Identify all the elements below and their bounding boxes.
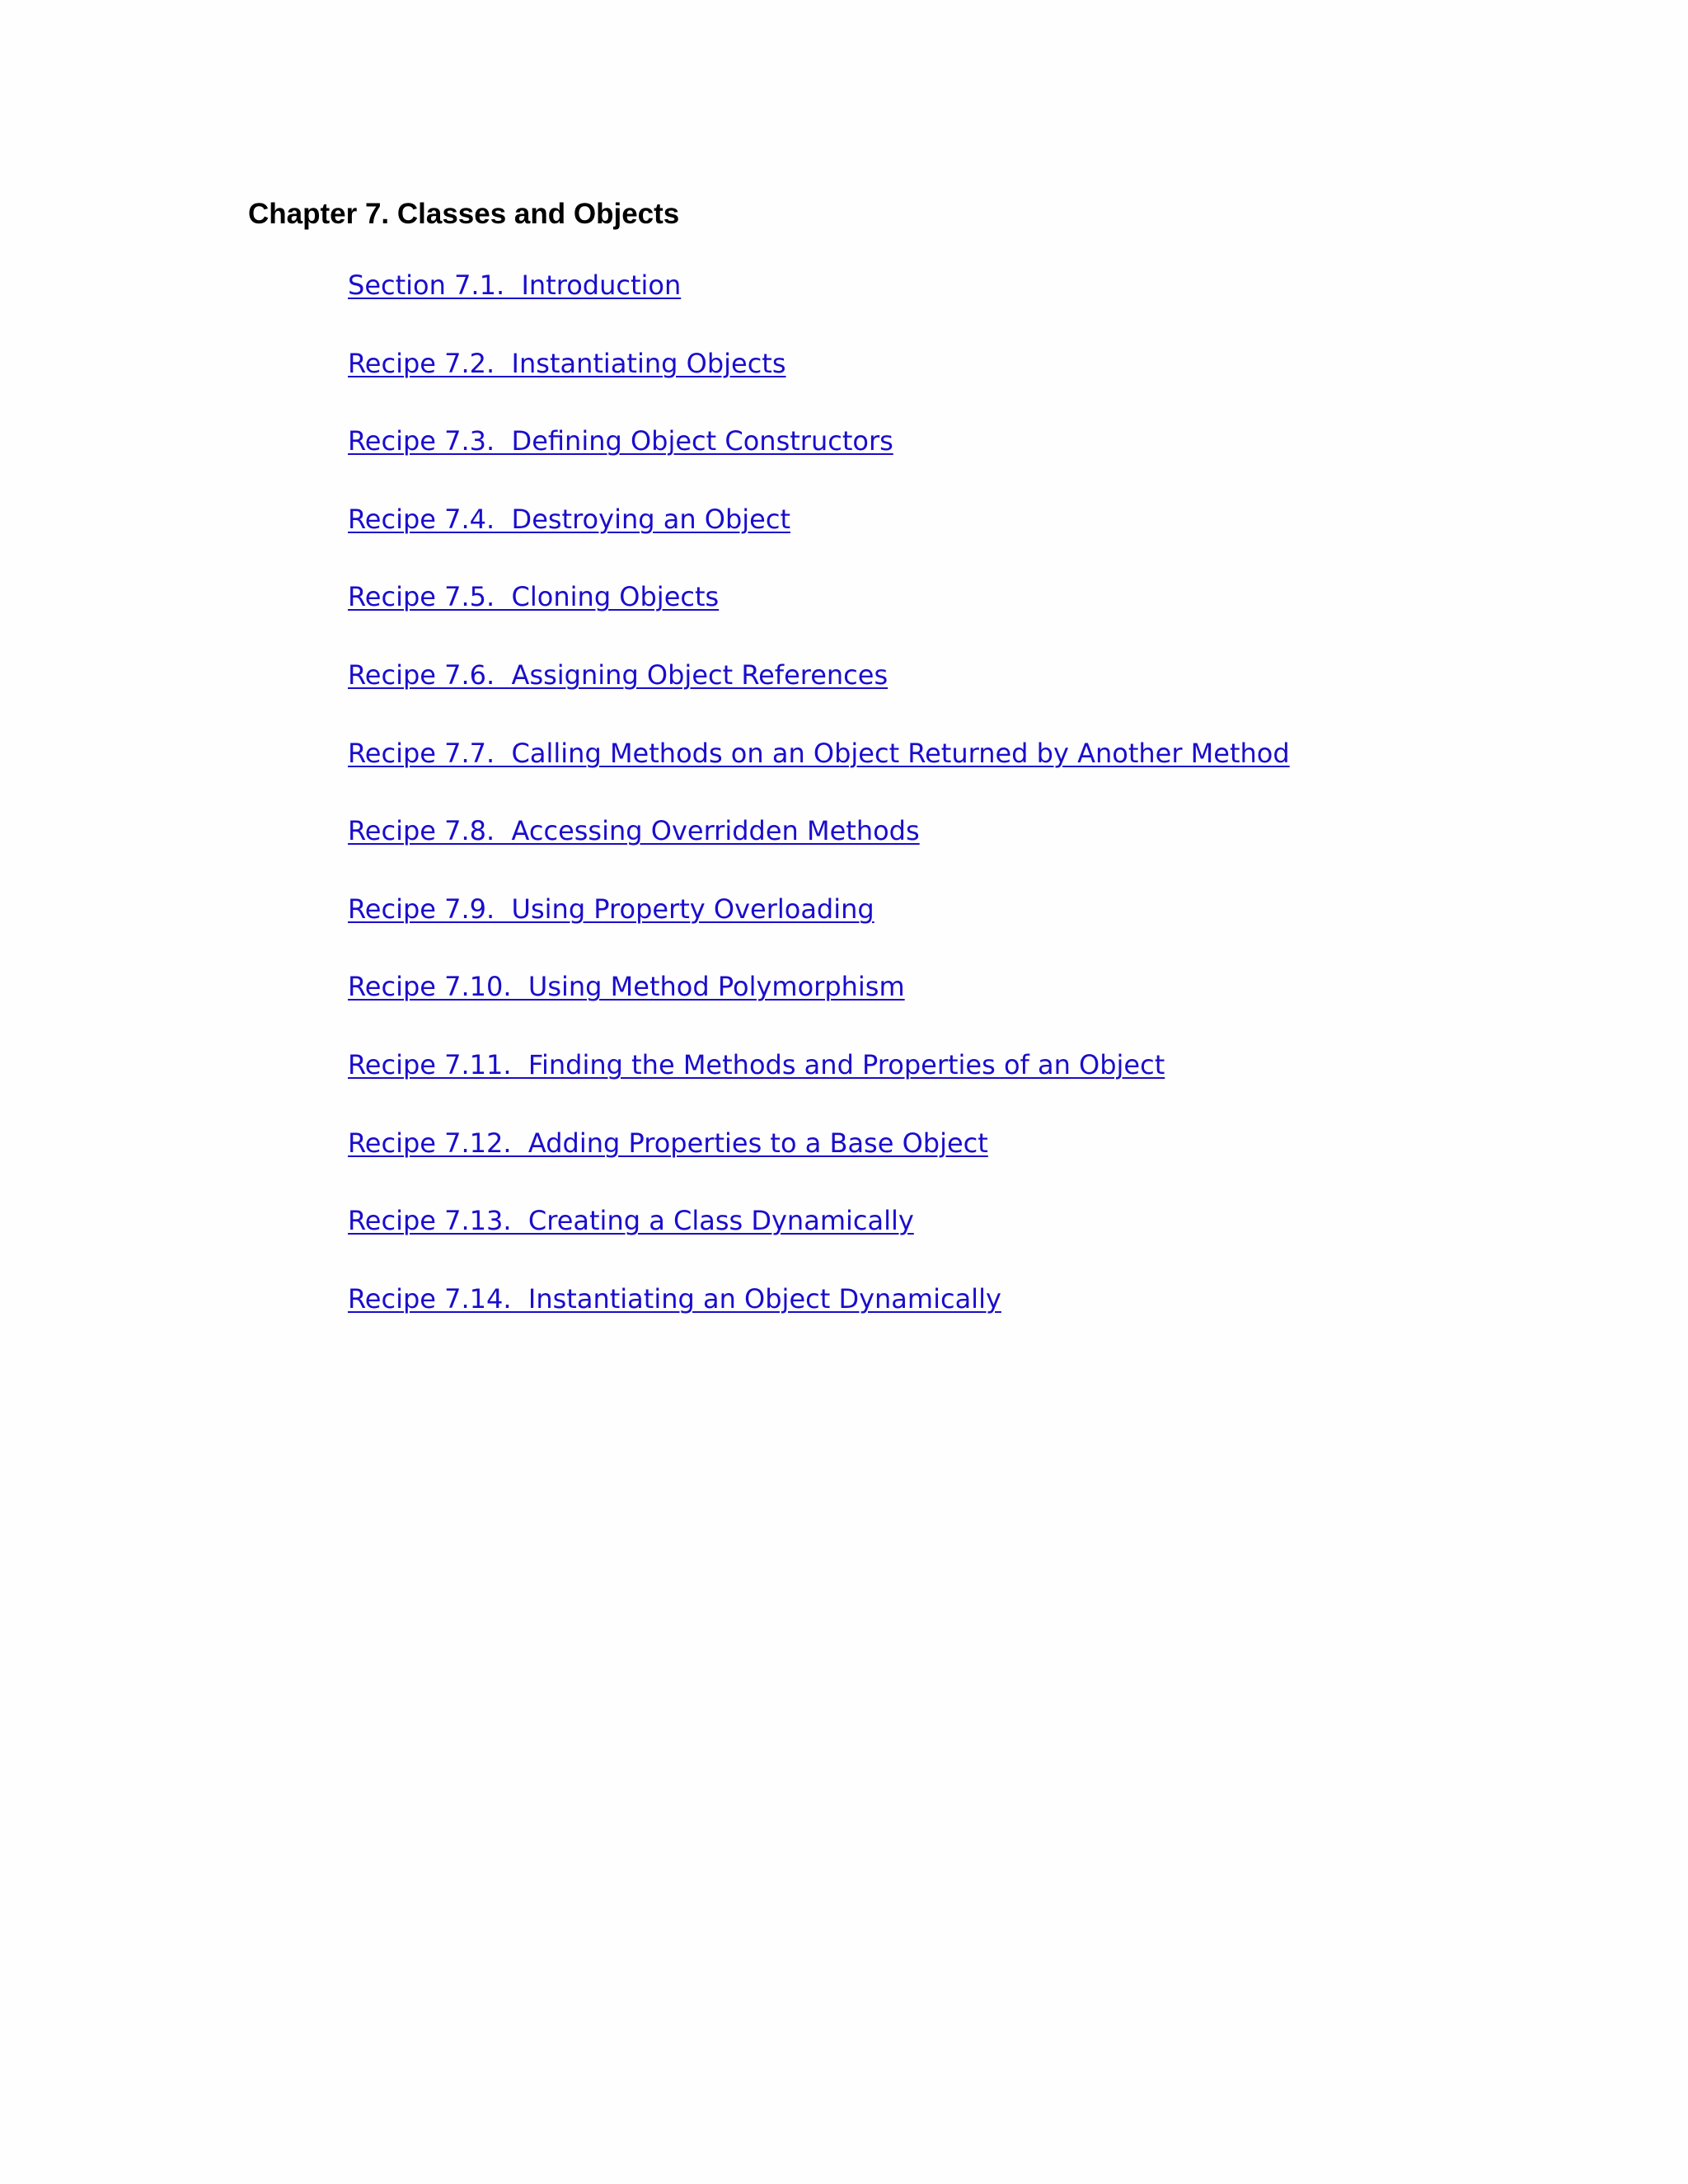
toc-link-recipe-7-6[interactable]: Recipe 7.6. Assigning Object References (348, 658, 889, 691)
toc-item-7-11 (348, 1047, 1290, 1125)
toc-item-7-4 (348, 501, 1290, 579)
table-of-contents (348, 267, 1290, 1358)
toc-link-recipe-7-10[interactable]: Recipe 7.10. Using Method Polymorphism (348, 971, 905, 1003)
toc-item-7-3 (348, 423, 1290, 501)
toc-link-recipe-7-7[interactable]: Recipe 7.7. Calling Methods on an Object Returned by Another Method (348, 737, 1290, 769)
toc-link-recipe-7-3[interactable]: Recipe 7.3. Defining Object Constructors (348, 425, 893, 457)
toc-item-7-2 (348, 345, 1290, 424)
toc-item-7-5 (348, 579, 1290, 657)
toc-item-7-13 (348, 1202, 1290, 1281)
toc-link-section-7-1[interactable]: Section 7.1. Introduction (348, 269, 682, 301)
toc-item-7-8 (348, 813, 1290, 891)
toc-item-7-9 (348, 891, 1290, 969)
chapter-title: Chapter 7. Classes and Objects (248, 198, 680, 230)
toc-item-7-10 (348, 968, 1290, 1047)
toc-item-7-12 (348, 1125, 1290, 1203)
toc-link-recipe-7-8[interactable]: Recipe 7.8. Accessing Overridden Methods (348, 815, 920, 847)
toc-item-7-7 (348, 735, 1290, 813)
toc-link-recipe-7-5[interactable]: Recipe 7.5. Cloning Objects (348, 581, 720, 613)
toc-item-7-6 (348, 657, 1290, 735)
toc-link-recipe-7-2[interactable]: Recipe 7.2. Instantiating Objects (348, 347, 786, 379)
toc-link-recipe-7-12[interactable]: Recipe 7.12. Adding Properties to a Base Object (348, 1127, 988, 1159)
toc-link-recipe-7-9[interactable]: Recipe 7.9. Using Property Overloading (348, 893, 874, 925)
toc-item-7-14 (348, 1281, 1290, 1359)
toc-item-7-1 (348, 267, 1290, 345)
toc-link-recipe-7-4[interactable]: Recipe 7.4. Destroying an Object (348, 503, 790, 535)
toc-link-recipe-7-13[interactable]: Recipe 7.13. Creating a Class Dynamically (348, 1205, 914, 1237)
toc-link-recipe-7-14[interactable]: Recipe 7.14. Instantiating an Object Dynamically (348, 1282, 1001, 1315)
toc-link-recipe-7-11[interactable]: Recipe 7.11. Finding the Methods and Properties of an Object (348, 1048, 1165, 1080)
